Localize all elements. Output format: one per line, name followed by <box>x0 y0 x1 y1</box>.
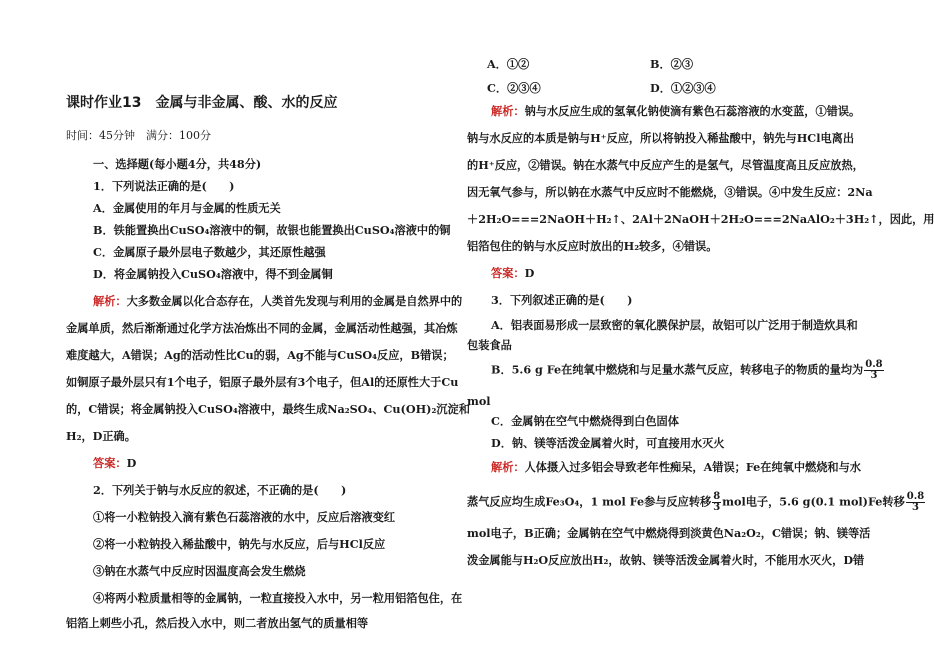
q2-explanation-line-2: 钠与水反应的本质是钠与H⁺反应，所以将钠投入稀盐酸中，钠先与HCl电离出 <box>467 131 855 145</box>
q1-explanation-line-3: 难度越大，A错误；Ag的活动性比Cu的弱，Ag不能与CuSO₄反应，B错误； <box>66 348 454 362</box>
q1-explanation-text-1: 大多数金属以化合态存在，人类首先发现与利用的金属是自然界中的 <box>126 294 463 308</box>
q3-explanation-line-3: mol电子，B正确；金属钠在空气中燃烧得到淡黄色Na₂O₂，C错误；钠、镁等活 <box>467 526 871 540</box>
q1-explanation-line-2: 金属单质，然后渐渐通过化学方法冶炼出不同的金属，金属活动性越强，其冶炼 <box>66 321 458 335</box>
q2-explanation-text-1: 钠与水反应生成的氢氧化钠使滴有紫色石蕊溶液的水变蓝，①错误。 <box>524 104 861 118</box>
q3-option-a-cont: 包装食品 <box>467 338 512 352</box>
q3-explanation-line-1 <box>491 460 861 474</box>
q1-answer <box>93 456 136 471</box>
q2-explanation-line-4: 因无氧气参与，所以钠在水蒸气中反应时不能燃烧，③错误。④中发生反应：2Na <box>467 185 873 199</box>
fraction-0-8-over-3-b <box>906 492 925 513</box>
q2-stem: 2．下列关于钠与水反应的叙述，不正确的是( ) <box>93 483 347 497</box>
page-title: 课时作业13 金属与非金属、酸、水的反应 <box>66 95 338 111</box>
q3-option-a: A．铝表面易形成一层致密的氧化膜保护层，故铝可以广泛用于制造炊具和 <box>491 318 858 332</box>
q1-explanation-label: 解析： <box>93 294 127 308</box>
section-heading: 一、选择题(每小题4分，共48分) <box>93 157 262 171</box>
q1-answer-label: 答案： <box>93 456 127 470</box>
fraction-denominator: 3 <box>870 370 878 381</box>
q3-stem: 3．下列叙述正确的是( ) <box>491 293 633 307</box>
q2-choice-d: D．①②③④ <box>650 81 716 95</box>
q3-option-b-text: B．5.6 g Fe在纯氧中燃烧和与足量水蒸气反应，转移电子的物质的量均为 <box>491 362 864 377</box>
q1-stem: 1．下列说法正确的是( ) <box>93 179 235 193</box>
q2-answer-value: D <box>524 266 535 280</box>
q1-option-a: A．金属使用的年月与金属的性质无关 <box>93 201 281 215</box>
q1-explanation-line-4: 如铜原子最外层只有1个电子，铝原子最外层有3个电子，但Al的还原性大于Cu <box>66 375 459 389</box>
q2-item-4: ④将两小粒质量相等的金属钠，一粒直接投入水中，另一粒用铝箔包住，在 <box>93 591 463 605</box>
q1-explanation-line-6: H₂，D正确。 <box>66 429 136 443</box>
fraction-8-over-3 <box>712 492 721 513</box>
q2-item-4-cont: 铝箔上刺些小孔，然后投入水中，则二者放出氢气的质量相等 <box>66 616 369 630</box>
fraction-denominator: 3 <box>713 502 721 513</box>
q3-explanation-text-1: 人体摄入过多铝会导致老年性痴呆，A错误；Fe在纯氧中燃烧和与水 <box>524 460 861 474</box>
fraction-numerator: 8 <box>713 491 721 502</box>
q2-choice-b: B．②③ <box>650 57 694 71</box>
fraction-numerator: 0.8 <box>906 491 925 502</box>
q1-explanation-line-1 <box>93 294 462 308</box>
q2-explanation-line-3: 的H⁺反应，②错误。钠在水蒸气中反应产生的是氢气，尽管温度高且反应放热， <box>467 158 864 172</box>
q1-option-c: C．金属原子最外层电子数越少，其还原性越强 <box>93 245 326 259</box>
q3-explanation-line-4: 泼金属能与H₂O反应放出H₂，故钠、镁等活泼金属着火时，不能用水灭火，D错 <box>467 553 865 567</box>
q2-explanation-line-5: ＋2H₂O===2NaOH＋H₂↑、2Al＋2NaOH＋2H₂O===2NaAlO₂＋3H₂↑，因此，用 <box>467 212 934 226</box>
q3-option-b-unit: mol <box>467 394 491 408</box>
q2-answer <box>491 266 534 281</box>
q3-option-c: C．金属钠在空气中燃烧得到白色固体 <box>491 414 679 428</box>
fraction-denominator: 3 <box>912 502 919 513</box>
q2-item-2: ②将一小粒钠投入稀盐酸中，钠先与水反应，后与HCl反应 <box>93 537 386 551</box>
q1-answer-value: D <box>126 456 137 470</box>
q3-explanation-text-2a: 蒸气反应均生成Fe₃O₄，1 mol Fe参与反应转移 <box>467 494 712 509</box>
q2-item-3: ③钠在水蒸气中反应时因温度高会发生燃烧 <box>93 564 306 578</box>
q3-explanation-text-2b: mol电子，5.6 g(0.1 mol)Fe转移 <box>722 494 905 509</box>
time-info: 时间：45分钟 满分：100分 <box>66 129 211 142</box>
q2-explanation-line-6: 铝箔包住的钠与水反应时放出的H₂较多，④错误。 <box>467 239 718 253</box>
q2-explanation-line-1 <box>491 104 860 118</box>
q3-option-b <box>491 360 885 381</box>
q1-option-b: B．铁能置换出CuSO₄溶液中的铜，故银也能置换出CuSO₄溶液中的铜 <box>93 223 451 237</box>
q2-answer-label: 答案： <box>491 266 525 280</box>
q2-explanation-label: 解析： <box>491 104 525 118</box>
q2-choice-a: A．①② <box>487 57 530 71</box>
q3-option-d: D．钠、镁等活泼金属着火时，可直接用水灭火 <box>491 436 725 450</box>
q1-explanation-line-5: 的，C错误；将金属钠投入CuSO₄溶液中，最终生成Na₂SO₄、Cu(OH)₂沉淀和 <box>66 402 470 416</box>
q2-choice-c: C．②③④ <box>487 81 541 95</box>
q3-explanation-label: 解析： <box>491 460 525 474</box>
q3-explanation-line-2 <box>467 492 926 513</box>
fraction-0-8-over-3 <box>864 360 883 381</box>
q1-option-d: D．将金属钠投入CuSO₄溶液中，得不到金属铜 <box>93 267 333 281</box>
q2-item-1: ①将一小粒钠投入滴有紫色石蕊溶液的水中，反应后溶液变红 <box>93 510 396 524</box>
fraction-numerator: 0.8 <box>865 359 883 370</box>
